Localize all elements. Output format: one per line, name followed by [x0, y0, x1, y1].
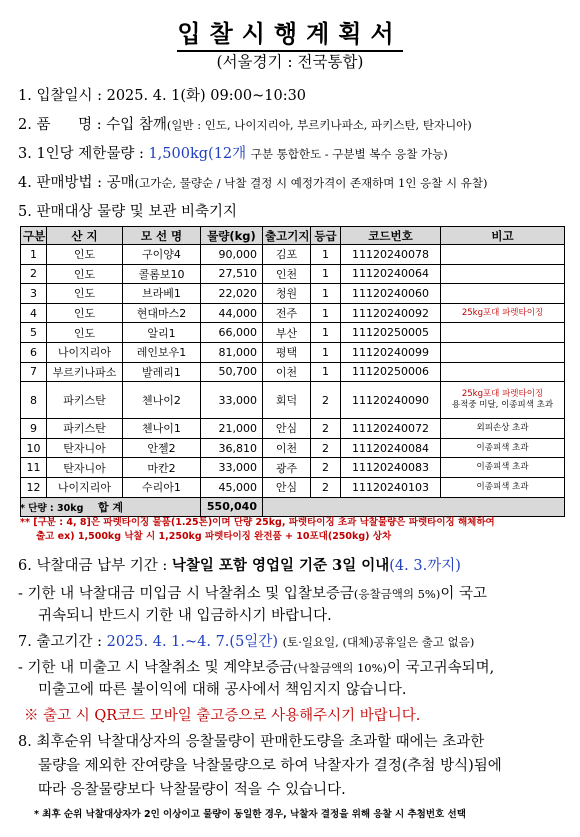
table-cell-ship: 마칸2 — [123, 458, 201, 478]
note-quality: 이종피색 초과 — [476, 481, 529, 492]
table-cell-origin: 탄자니아 — [47, 458, 123, 478]
section-release-period: 7. 출고기간 : 2025. 4. 1.~4. 7.(5일간) (토·일요일, (대체)공휴일은 출고 없음) — [18, 634, 475, 650]
table-cell-ship: 브라베1 — [123, 284, 201, 304]
table-header-cell: 코드번호 — [341, 227, 441, 245]
table-cell-code: 11120240084 — [341, 438, 441, 458]
table-cell-base: 전주 — [263, 303, 311, 323]
table-cell-origin: 인도 — [47, 284, 123, 304]
table-cell-note — [441, 284, 565, 304]
table-cell-ship: 수리아1 — [123, 477, 201, 497]
table-cell-grade: 2 — [311, 477, 341, 497]
total-label: 합 계 — [21, 497, 201, 517]
table-cell-qty: 21,000 — [201, 419, 263, 439]
inventory-table — [20, 226, 565, 517]
table-cell-base: 인천 — [263, 264, 311, 284]
footnote-unit: * 단량 : 30kg — [20, 503, 84, 514]
table-header-cell: 구분 — [21, 227, 47, 245]
table-row — [21, 264, 565, 284]
table-cell-origin: 인도 — [47, 264, 123, 284]
table-header-cell: 물량(kg) — [201, 227, 263, 245]
table-cell-qty: 36,810 — [201, 438, 263, 458]
table-cell-grade: 2 — [311, 458, 341, 478]
table-cell-code: 11120250006 — [341, 362, 441, 382]
table-cell-note — [441, 362, 565, 382]
table-cell-grade: 1 — [311, 264, 341, 284]
table-cell-no: 6 — [21, 342, 47, 362]
table-cell-grade: 2 — [311, 382, 341, 419]
footnote-pallet-2: 출고 ex) 1,500kg 낙찰 시 1,250kg 파렛타이징 완전품 + 10포대(250kg) 상차 — [36, 531, 392, 542]
table-cell-code: 11120240078 — [341, 245, 441, 265]
section-final-rank: 8. 최후순위 낙찰대상자의 응찰물량이 판매한도량을 초과할 때에는 초과한 — [18, 734, 485, 750]
table-cell-code: 11120240072 — [341, 419, 441, 439]
table-row — [21, 458, 565, 478]
release-note-line2: 미출고에 따른 불이익에 대해 공사에서 책임지지 않습니다. — [38, 682, 407, 698]
bid-datetime-value: 2025. 4. 1(화) 09:00~10:30 — [106, 88, 307, 104]
table-cell-no: 9 — [21, 419, 47, 439]
table-cell-code: 11120240060 — [341, 284, 441, 304]
table-cell-origin: 파키스탄 — [47, 382, 123, 419]
table-header-cell: 모 선 명 — [123, 227, 201, 245]
limit-qty-value: 1,500kg(12개 — [148, 146, 247, 162]
table-cell-note — [441, 323, 565, 343]
footnote-lottery: * 최후 순위 낙찰대상자가 2인 이상이고 물량이 동일한 경우, 낙찰자 결정을 위해 응찰 시 추첨번호 선택 — [34, 809, 466, 820]
table-cell-origin: 나이지리아 — [47, 477, 123, 497]
table-cell-code: 11120240064 — [341, 264, 441, 284]
note-pallet: 25kg포대 파렛타이징 — [461, 389, 544, 400]
table-cell-code: 11120240103 — [341, 477, 441, 497]
table-cell-no: 10 — [21, 438, 47, 458]
table-cell-grade: 2 — [311, 438, 341, 458]
note-quality: 외피손상 초과 — [476, 422, 529, 433]
final-rank-line2: 물량을 제외한 잔여량을 낙찰물량으로 하여 낙찰자가 결정(추첨 방식)됨에 — [38, 758, 502, 774]
table-cell-ship: 구이양4 — [123, 245, 201, 265]
table-cell-origin: 탄자니아 — [47, 438, 123, 458]
table-row — [21, 382, 565, 419]
note-quality: 이종피색 초과 — [476, 442, 529, 453]
section-bid-datetime: 1. 입찰일시 : 2025. 4. 1(화) 09:00~10:30 — [18, 88, 307, 104]
document-title: 입찰시행계획서 — [0, 14, 580, 49]
section-sale-method: 4. 판매방법 : 공매(고가순, 물량순 / 낙찰 결정 시 예정가격이 존재하며 1인 응찰 시 유찰) — [18, 175, 488, 191]
table-cell-no: 2 — [21, 264, 47, 284]
table-cell-ship: 안젤2 — [123, 438, 201, 458]
section-item-name: 2. 품 명 : 수입 참깨(일반 : 인도, 나이지리아, 부르키나파소, 파키스탄, 탄자니아) — [18, 117, 472, 133]
table-cell-qty: 66,000 — [201, 323, 263, 343]
table-row — [21, 303, 565, 323]
table-cell-ship: 현대마스2 — [123, 303, 201, 323]
table-cell-qty: 33,000 — [201, 382, 263, 419]
table-header-cell: 등급 — [311, 227, 341, 245]
table-row — [21, 362, 565, 382]
table-cell-note — [441, 382, 565, 419]
note-pallet: 25kg포대 파렛타이징 — [461, 307, 544, 318]
table-cell-code: 11120240090 — [341, 382, 441, 419]
table-cell-origin: 인도 — [47, 303, 123, 323]
table-header-cell: 출고기지 — [263, 227, 311, 245]
table-cell-grade: 1 — [311, 342, 341, 362]
table-cell-note — [441, 477, 565, 497]
table-header-row — [21, 227, 565, 245]
table-cell-code: 11120240083 — [341, 458, 441, 478]
table-row — [21, 284, 565, 304]
qr-notice: ※ 출고 시 QR코드 모바일 출고증으로 사용해주시기 바랍니다. — [24, 708, 421, 724]
table-cell-code: 11120240099 — [341, 342, 441, 362]
table-cell-note — [441, 419, 565, 439]
table-cell-ship: 첸나이1 — [123, 419, 201, 439]
section-limit-qty: 3. 1인당 제한물량 : 1,500kg(12개 구분 통합한도 - 구분별 복수 응찰 가능) — [18, 146, 448, 162]
table-cell-grade: 1 — [311, 303, 341, 323]
table-cell-note — [441, 245, 565, 265]
table-cell-no: 5 — [21, 323, 47, 343]
table-cell-grade: 1 — [311, 323, 341, 343]
table-cell-note — [441, 438, 565, 458]
table-cell-qty: 22,020 — [201, 284, 263, 304]
table-cell-base: 청원 — [263, 284, 311, 304]
table-cell-note — [441, 303, 565, 323]
table-cell-origin: 인도 — [47, 323, 123, 343]
table-cell-note — [441, 342, 565, 362]
final-rank-line3: 따라 응찰물량보다 낙찰물량이 적을 수 있습니다. — [38, 782, 346, 798]
table-cell-base: 부산 — [263, 323, 311, 343]
table-cell-qty: 90,000 — [201, 245, 263, 265]
table-row — [21, 342, 565, 362]
table-row — [21, 245, 565, 265]
table-cell-qty: 45,000 — [201, 477, 263, 497]
table-cell-ship: 첸나이2 — [123, 382, 201, 419]
table-header-cell: 비고 — [441, 227, 565, 245]
table-cell-origin: 파키스탄 — [47, 419, 123, 439]
table-cell-origin: 인도 — [47, 245, 123, 265]
footnote-pallet-1: ** [구분 : 4, 8]은 파렛타이징 물품(1.25톤)이며 단량 25kg, 파렛타이징 초과 낙찰물량은 파렛타이징 해체하여 — [20, 517, 495, 528]
table-cell-code: 11120250005 — [341, 323, 441, 343]
payment-note-line1: - 기한 내 낙찰대금 미입금 시 낙찰취소 및 입찰보증금(응찰금액의 5%)이 국고 — [18, 586, 487, 602]
payment-note-line2: 귀속되니 반드시 기한 내 입금하시기 바랍니다. — [38, 608, 332, 624]
table-row — [21, 438, 565, 458]
table-cell-grade: 1 — [311, 284, 341, 304]
table-cell-grade: 1 — [311, 362, 341, 382]
release-note-line1: - 기한 내 미출고 시 낙찰취소 및 계약보증금(낙찰금액의 10%)이 국고귀속되며, — [18, 660, 495, 676]
note-quality: 용적중 미달, 이종피색 초과 — [451, 400, 554, 411]
table-cell-ship: 레인보우1 — [123, 342, 201, 362]
table-row — [21, 477, 565, 497]
section-target-qty: 5. 판매대상 물량 및 보관 비축기지 — [18, 204, 237, 220]
table-cell-base: 김포 — [263, 245, 311, 265]
table-cell-base: 광주 — [263, 458, 311, 478]
document-subtitle: (서울경기 : 전국통합) — [216, 53, 364, 71]
table-cell-note — [441, 264, 565, 284]
table-cell-grade: 2 — [311, 419, 341, 439]
table-cell-qty: 50,700 — [201, 362, 263, 382]
table-cell-grade: 1 — [311, 245, 341, 265]
table-cell-base: 이천 — [263, 438, 311, 458]
section-payment-period: 6. 낙찰대금 납부 기간 : 낙찰일 포함 영업일 기준 3일 이내(4. 3.까지) — [18, 557, 461, 574]
table-cell-ship: 콜롬보10 — [123, 264, 201, 284]
table-cell-origin: 부르키나파소 — [47, 362, 123, 382]
table-cell-no: 11 — [21, 458, 47, 478]
table-cell-qty: 27,510 — [201, 264, 263, 284]
table-cell-no: 7 — [21, 362, 47, 382]
table-cell-no: 4 — [21, 303, 47, 323]
table-cell-base: 평택 — [263, 342, 311, 362]
table-cell-ship: 알리1 — [123, 323, 201, 343]
table-cell-no: 3 — [21, 284, 47, 304]
table-header-cell: 산 지 — [47, 227, 123, 245]
table-cell-no: 1 — [21, 245, 47, 265]
table-cell-code: 11120240092 — [341, 303, 441, 323]
table-cell-qty: 33,000 — [201, 458, 263, 478]
table-cell-base: 안심 — [263, 419, 311, 439]
table-cell-qty: 44,000 — [201, 303, 263, 323]
table-cell-ship: 발레리1 — [123, 362, 201, 382]
table-row — [21, 419, 565, 439]
note-quality: 이종피색 초과 — [476, 462, 529, 473]
table-cell-no: 12 — [21, 477, 47, 497]
table-cell-base: 회덕 — [263, 382, 311, 419]
table-cell-qty: 81,000 — [201, 342, 263, 362]
total-qty: 550,040 — [201, 497, 263, 517]
table-cell-base: 안심 — [263, 477, 311, 497]
table-cell-note — [441, 458, 565, 478]
table-cell-no: 8 — [21, 382, 47, 419]
table-cell-base: 이천 — [263, 362, 311, 382]
table-row — [21, 323, 565, 343]
table-cell-origin: 나이지리아 — [47, 342, 123, 362]
